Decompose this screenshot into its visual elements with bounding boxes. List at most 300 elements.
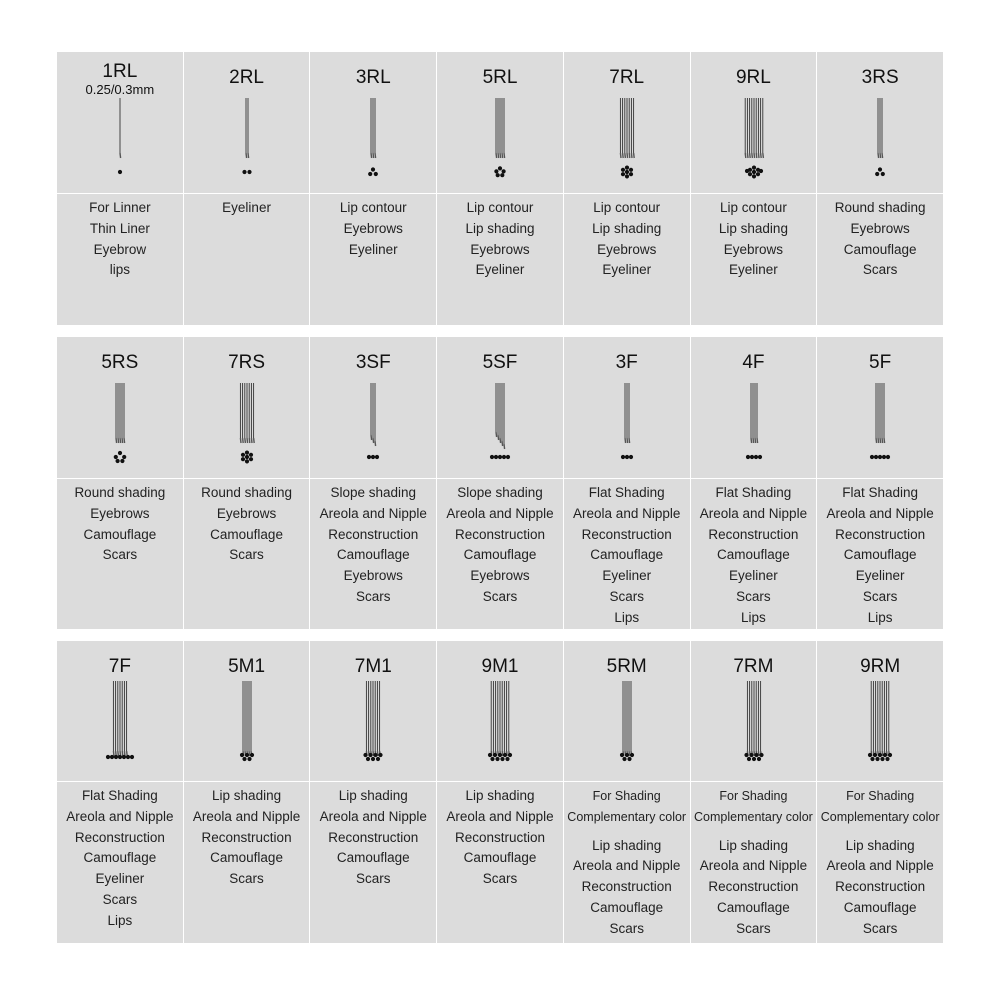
use-item: Lip shading bbox=[718, 220, 788, 236]
needle-card-5sf bbox=[437, 337, 563, 629]
needle-row-3 bbox=[57, 641, 943, 943]
needle-dot bbox=[126, 755, 130, 759]
needle-card-5rs bbox=[57, 337, 183, 629]
needle-illustration-area bbox=[691, 641, 817, 781]
use-item: Flat Shading bbox=[842, 485, 919, 500]
use-item: Eyebrows bbox=[597, 241, 657, 257]
needle-tip bbox=[625, 438, 626, 443]
needle-dot bbox=[242, 170, 246, 174]
needle-tip bbox=[749, 153, 750, 158]
needle-dot bbox=[118, 451, 122, 455]
needle-dot bbox=[110, 755, 114, 759]
use-item: Camouflage bbox=[83, 850, 157, 866]
needle-configuration-dots bbox=[870, 455, 890, 459]
use-item: Round shading bbox=[201, 485, 292, 500]
needle-dot bbox=[751, 174, 755, 178]
needle-illustration-area bbox=[691, 52, 817, 193]
use-item: Lips bbox=[867, 609, 893, 625]
needle-tip bbox=[633, 153, 634, 158]
use-item: Scars bbox=[736, 588, 771, 604]
needle-dot bbox=[369, 172, 373, 176]
needle-dot bbox=[503, 753, 507, 757]
use-item: Lip contour bbox=[339, 200, 407, 215]
use-item: Camouflage bbox=[336, 547, 410, 563]
needle-icon bbox=[564, 52, 690, 192]
needle-icon bbox=[184, 641, 310, 781]
use-item: Lip shading bbox=[592, 220, 662, 236]
use-item: Camouflage bbox=[843, 241, 917, 257]
needle-card-2rl bbox=[184, 52, 310, 325]
needle-icon bbox=[184, 337, 310, 477]
needle-card-7rl bbox=[564, 52, 690, 325]
needle-configuration-dots bbox=[118, 170, 122, 174]
use-item: Areola and Nipple bbox=[446, 808, 554, 824]
needle-code: 9M1 bbox=[481, 656, 519, 677]
use-item: Scars bbox=[229, 547, 264, 563]
spacer bbox=[817, 828, 943, 836]
needle-card-3rs bbox=[817, 52, 943, 325]
use-item: For Shading bbox=[846, 789, 915, 803]
use-item: Lips bbox=[107, 912, 133, 928]
needle-code: 9RL bbox=[735, 67, 771, 88]
needle-illustration-area bbox=[691, 337, 817, 478]
needle-tip bbox=[756, 153, 757, 158]
needle-dot bbox=[881, 172, 885, 176]
needle-card-5m1 bbox=[184, 641, 310, 943]
needle-icon bbox=[437, 337, 563, 477]
needle-dot bbox=[242, 757, 246, 761]
needle-tip bbox=[880, 438, 881, 443]
needle-dot bbox=[754, 753, 758, 757]
needle-dot bbox=[118, 170, 122, 174]
needle-dot bbox=[621, 168, 625, 172]
needle-code: 4F bbox=[742, 352, 765, 373]
needle-uses bbox=[57, 782, 183, 932]
use-item: Eyeliner bbox=[222, 200, 271, 215]
use-item: Camouflage bbox=[463, 850, 537, 866]
use-item: Complementary color bbox=[694, 809, 813, 824]
needle-dot bbox=[886, 455, 890, 459]
use-item: Eyeliner bbox=[729, 262, 778, 278]
needle-dot bbox=[878, 455, 882, 459]
use-item: Camouflage bbox=[463, 547, 537, 563]
needle-dot bbox=[374, 172, 378, 176]
needle-tip bbox=[500, 438, 501, 443]
needle-tip bbox=[502, 441, 503, 446]
use-item: Complementary color bbox=[567, 809, 687, 824]
needle-illustration-area bbox=[564, 337, 690, 478]
needle-icon bbox=[310, 337, 436, 477]
needle-tip bbox=[502, 153, 503, 158]
needle-card-3f bbox=[564, 337, 690, 629]
needle-card-3sf bbox=[310, 337, 436, 629]
needle-tip bbox=[882, 438, 883, 443]
needle-tip bbox=[747, 153, 748, 158]
needle-dot bbox=[757, 455, 761, 459]
needle-uses bbox=[564, 194, 690, 281]
needle-configuration-dots bbox=[620, 753, 634, 761]
use-item: Lip contour bbox=[466, 200, 534, 215]
use-item: Eyeliner bbox=[729, 568, 778, 584]
needle-uses bbox=[437, 782, 563, 890]
needle-dot bbox=[374, 753, 378, 757]
use-item: Scars bbox=[862, 920, 898, 936]
needle-tip bbox=[116, 438, 117, 443]
needle-uses bbox=[817, 479, 943, 629]
needle-dot bbox=[114, 755, 118, 759]
use-item: Reconstruction bbox=[328, 526, 419, 542]
use-item: Camouflage bbox=[717, 899, 790, 915]
needle-tip bbox=[375, 441, 376, 446]
needle-tip bbox=[762, 153, 763, 158]
needle-icon bbox=[57, 337, 183, 477]
needle-dot bbox=[888, 753, 892, 757]
needle-icon bbox=[437, 52, 563, 192]
needle-dot bbox=[620, 753, 624, 757]
needle-configuration-dots bbox=[242, 170, 251, 174]
needle-tip bbox=[240, 438, 241, 443]
use-item: Scars bbox=[356, 871, 391, 887]
needle-configuration-dots bbox=[240, 753, 254, 761]
needle-tip bbox=[627, 153, 628, 158]
needle-uses bbox=[437, 479, 563, 608]
needle-tip bbox=[751, 153, 752, 158]
needle-tip bbox=[496, 432, 497, 437]
needle-dot bbox=[375, 455, 379, 459]
needle-tip bbox=[753, 438, 754, 443]
needle-tip bbox=[751, 438, 752, 443]
needle-uses bbox=[310, 782, 436, 890]
needle-icon bbox=[310, 641, 436, 781]
use-item: Scars bbox=[229, 871, 264, 887]
needle-dot bbox=[878, 753, 882, 757]
needle-dot bbox=[878, 167, 882, 171]
needle-illustration-area bbox=[184, 337, 310, 478]
needle-tip bbox=[245, 438, 246, 443]
needle-dot bbox=[873, 753, 877, 757]
use-item: Reconstruction bbox=[835, 879, 926, 895]
needle-tip bbox=[876, 438, 877, 443]
needle-dot bbox=[498, 455, 502, 459]
needle-configuration-dots bbox=[241, 451, 253, 464]
needle-dot bbox=[240, 753, 244, 757]
needle-dot bbox=[249, 457, 253, 461]
needle-configuration-dots bbox=[744, 166, 762, 179]
needle-dot bbox=[490, 455, 494, 459]
use-item: Eyeliner bbox=[602, 262, 652, 278]
needle-icon bbox=[57, 52, 183, 192]
use-item: Scars bbox=[356, 588, 391, 604]
needle-configuration-dots bbox=[490, 455, 510, 459]
needle-tip bbox=[120, 438, 121, 443]
needle-illustration-area bbox=[437, 52, 563, 193]
needle-dot bbox=[625, 455, 629, 459]
use-item: Lip shading bbox=[338, 788, 408, 803]
needle-icon bbox=[57, 641, 183, 781]
use-item: Areola and Nipple bbox=[192, 808, 301, 824]
needle-dot bbox=[493, 753, 497, 757]
needle-code: 5RL bbox=[482, 67, 518, 88]
use-item: Areola and Nipple bbox=[826, 505, 934, 521]
use-item: Areola and Nipple bbox=[826, 858, 934, 874]
needle-dot bbox=[249, 453, 253, 457]
needle-tip bbox=[755, 438, 756, 443]
needle-tip bbox=[745, 153, 746, 158]
needle-card-4f bbox=[691, 337, 817, 629]
use-item: Reconstruction bbox=[581, 879, 672, 895]
needle-illustration-area bbox=[817, 641, 943, 781]
use-item: Areola and Nipple bbox=[573, 505, 681, 521]
needle-tip bbox=[625, 153, 626, 158]
needle-tip bbox=[757, 438, 758, 443]
needle-dot bbox=[758, 169, 762, 173]
needle-dot bbox=[508, 753, 512, 757]
use-item: Round shading bbox=[834, 200, 926, 215]
needle-dot bbox=[744, 169, 748, 173]
use-item: Scars bbox=[736, 920, 771, 936]
needle-icon bbox=[691, 337, 817, 477]
needle-illustration-area bbox=[310, 52, 436, 193]
needle-code: 5RM bbox=[606, 656, 647, 677]
needle-dot bbox=[502, 455, 506, 459]
needle-uses bbox=[57, 479, 183, 566]
use-item: Areola and Nipple bbox=[319, 808, 427, 824]
needle-tip bbox=[754, 153, 755, 158]
needle-illustration-area bbox=[310, 337, 436, 478]
spacer bbox=[691, 828, 817, 836]
needle-dot bbox=[241, 457, 245, 461]
needle-dot bbox=[379, 753, 383, 757]
needle-dot bbox=[247, 170, 251, 174]
use-item: Areola and Nipple bbox=[66, 808, 174, 824]
use-item: Scars bbox=[609, 920, 644, 936]
needle-uses bbox=[817, 782, 943, 940]
use-item: Eyeliner bbox=[95, 871, 145, 887]
needle-dot bbox=[371, 757, 375, 761]
needle-card-9m1 bbox=[437, 641, 563, 943]
needle-configuration-dots bbox=[114, 451, 127, 463]
needle-dot bbox=[625, 753, 629, 757]
needle-code: 9RM bbox=[860, 656, 901, 677]
needle-dot bbox=[496, 757, 500, 761]
needle-card-7rs bbox=[184, 337, 310, 629]
use-item: Reconstruction bbox=[328, 829, 419, 845]
needle-tip bbox=[242, 438, 243, 443]
needle-dot bbox=[491, 757, 495, 761]
needle-tip bbox=[246, 153, 247, 158]
needle-card-7rm bbox=[691, 641, 817, 943]
needle-dot bbox=[120, 459, 124, 463]
use-item: Lip shading bbox=[465, 788, 535, 803]
use-item: Flat Shading bbox=[588, 485, 665, 500]
needle-code: 3SF bbox=[355, 352, 391, 373]
use-item: Eyebrow bbox=[93, 241, 147, 257]
use-item: Eyebrows bbox=[723, 241, 784, 257]
needle-code: 7F bbox=[108, 656, 131, 677]
use-item: Eyebrows bbox=[343, 568, 403, 584]
needle-dot bbox=[371, 167, 375, 171]
needle-tip bbox=[629, 751, 630, 756]
needle-dot bbox=[747, 172, 751, 176]
needle-illustration-area bbox=[817, 52, 943, 193]
needle-dot bbox=[881, 757, 885, 761]
needle-illustration-area bbox=[437, 337, 563, 478]
needle-dot bbox=[118, 755, 122, 759]
use-item: Round shading bbox=[74, 485, 166, 500]
needle-dot bbox=[364, 753, 368, 757]
use-item: Eyebrows bbox=[216, 505, 277, 521]
use-item: Lip shading bbox=[212, 788, 282, 803]
use-item: Lip shading bbox=[718, 837, 788, 853]
needle-uses bbox=[437, 194, 563, 281]
needle-dot bbox=[245, 451, 249, 455]
needle-tip bbox=[118, 751, 119, 756]
needle-dot bbox=[498, 753, 502, 757]
needle-uses bbox=[184, 194, 310, 219]
use-item: Camouflage bbox=[210, 850, 283, 866]
needle-tip bbox=[371, 435, 372, 440]
needle-uses bbox=[184, 479, 310, 566]
needle-dot bbox=[506, 757, 510, 761]
needle-dot bbox=[875, 172, 879, 176]
needle-dot bbox=[625, 166, 629, 170]
needle-icon bbox=[817, 337, 943, 477]
needle-dot bbox=[241, 453, 245, 457]
needle-configuration-dots bbox=[494, 166, 505, 177]
needle-configuration-dots bbox=[367, 455, 379, 459]
needle-code: 7RS bbox=[228, 352, 266, 373]
needle-dot bbox=[501, 757, 505, 761]
needle-card-5f bbox=[817, 337, 943, 629]
needle-tip bbox=[627, 438, 628, 443]
spacer bbox=[564, 828, 690, 836]
use-item: Reconstruction bbox=[835, 526, 926, 542]
needle-dot bbox=[122, 755, 126, 759]
needle-dot bbox=[366, 757, 370, 761]
use-item: Eyeliner bbox=[475, 262, 525, 278]
needle-dot bbox=[625, 174, 629, 178]
needle-dot bbox=[629, 455, 633, 459]
needle-icon bbox=[691, 641, 817, 781]
use-item: Complementary color bbox=[820, 809, 940, 824]
needle-uses bbox=[817, 194, 943, 281]
needle-dot bbox=[245, 455, 249, 459]
needle-tip bbox=[882, 751, 883, 756]
needle-uses bbox=[310, 479, 436, 608]
use-item: Camouflage bbox=[83, 526, 157, 542]
needle-icon bbox=[691, 52, 817, 192]
needle-configuration-dots bbox=[868, 753, 892, 761]
needle-illustration-area bbox=[57, 52, 183, 193]
use-item: Lip shading bbox=[845, 837, 915, 853]
use-item: Scars bbox=[102, 891, 138, 907]
needle-uses bbox=[691, 782, 817, 940]
needle-tip bbox=[878, 438, 879, 443]
needle-code: 7RL bbox=[609, 67, 645, 88]
needle-dot bbox=[871, 757, 875, 761]
use-item: For Linner bbox=[89, 200, 151, 215]
use-item: Camouflage bbox=[590, 547, 664, 563]
use-item: Reconstruction bbox=[454, 526, 546, 542]
needle-tip bbox=[249, 438, 250, 443]
use-item: Camouflage bbox=[336, 850, 410, 866]
needle-dot bbox=[371, 455, 375, 459]
needle-icon bbox=[564, 337, 690, 477]
use-item: Scars bbox=[482, 871, 518, 887]
needle-dot bbox=[886, 757, 890, 761]
needle-dot bbox=[500, 173, 504, 177]
use-item: Areola and Nipple bbox=[319, 505, 427, 521]
use-item: Scars bbox=[862, 262, 898, 278]
needle-dot bbox=[116, 459, 120, 463]
needle-tip bbox=[118, 438, 119, 443]
use-item: Camouflage bbox=[717, 547, 790, 563]
needle-illustration-area bbox=[184, 52, 310, 193]
needle-dot bbox=[106, 755, 110, 759]
needle-icon bbox=[817, 52, 943, 192]
use-item: Reconstruction bbox=[454, 829, 546, 845]
needle-dot bbox=[245, 753, 249, 757]
needle-tip bbox=[113, 751, 114, 756]
needle-dot bbox=[629, 172, 633, 176]
use-item: Scars bbox=[862, 588, 898, 604]
needle-uses bbox=[310, 194, 436, 260]
needle-dot bbox=[494, 169, 498, 173]
needle-dot bbox=[629, 168, 633, 172]
needle-dot bbox=[744, 753, 748, 757]
needle-dot bbox=[868, 753, 872, 757]
needle-tip bbox=[496, 153, 497, 158]
use-item: Eyeliner bbox=[855, 568, 905, 584]
needle-tip bbox=[500, 153, 501, 158]
needle-dot bbox=[506, 455, 510, 459]
use-item: Eyeliner bbox=[602, 568, 652, 584]
use-item: Reconstruction bbox=[708, 879, 799, 895]
needle-code: 3F bbox=[615, 352, 638, 373]
needle-uses bbox=[564, 782, 690, 940]
use-item: For Shading bbox=[592, 789, 661, 803]
needle-tip bbox=[620, 153, 621, 158]
needle-tip bbox=[502, 751, 503, 756]
use-item: Eyebrows bbox=[470, 568, 530, 584]
needle-dot bbox=[621, 455, 625, 459]
needle-tip bbox=[373, 438, 374, 443]
needle-tip bbox=[504, 153, 505, 158]
needle-configuration-dots bbox=[875, 167, 885, 176]
use-item: Areola and Nipple bbox=[699, 505, 808, 521]
needle-tip bbox=[504, 444, 505, 449]
needle-dot bbox=[488, 753, 492, 757]
needle-illustration-area bbox=[564, 52, 690, 193]
needle-icon bbox=[437, 641, 563, 781]
needle-icon bbox=[310, 52, 436, 192]
needle-code: 5SF bbox=[482, 352, 518, 373]
needle-code: 5M1 bbox=[228, 656, 266, 677]
use-item: Scars bbox=[102, 547, 138, 563]
needle-dot bbox=[250, 753, 254, 757]
needle-row-2 bbox=[57, 337, 943, 628]
needle-dot bbox=[751, 170, 755, 174]
needle-code: 5RS bbox=[101, 352, 139, 373]
use-item: Areola and Nipple bbox=[573, 858, 681, 874]
needle-dot bbox=[759, 753, 763, 757]
needle-dot bbox=[749, 753, 753, 757]
needle-card-7f bbox=[57, 641, 183, 943]
needle-configuration-dots bbox=[621, 166, 633, 179]
needle-tip bbox=[758, 153, 759, 158]
use-item: Flat Shading bbox=[81, 788, 158, 803]
needle-card-1rl bbox=[57, 52, 183, 325]
